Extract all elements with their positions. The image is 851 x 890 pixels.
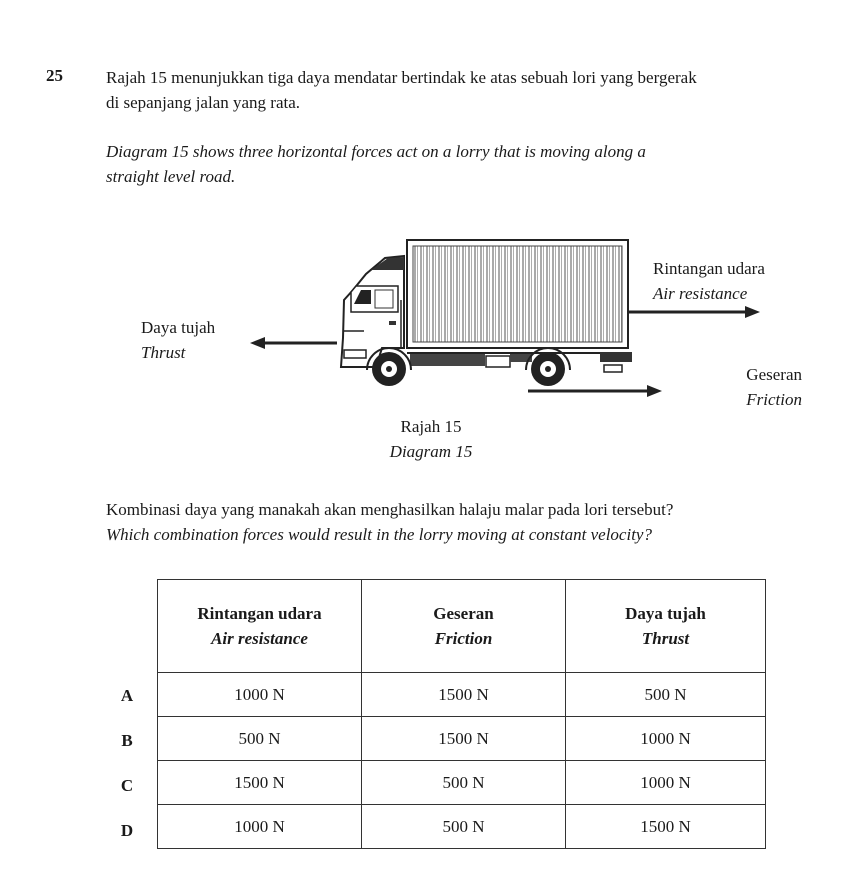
header-friction <box>362 580 566 673</box>
table-cell: 1500 N <box>362 717 566 761</box>
air-resistance-english: Air resistance <box>653 284 748 303</box>
table-cell: 1500 N <box>566 805 766 849</box>
thrust-malay: Daya tujah <box>141 318 216 337</box>
front-wheel <box>367 348 411 386</box>
friction-malay: Geseran <box>746 365 802 384</box>
header-english: Thrust <box>641 629 690 648</box>
question-malay-line2: di sepanjang jalan yang rata. <box>106 93 301 112</box>
rear-wheel <box>526 348 570 386</box>
question-english <box>106 139 816 189</box>
table-cell: 500 N <box>362 761 566 805</box>
header-air-resistance <box>158 580 362 673</box>
header-malay: Rintangan udara <box>197 604 322 623</box>
prompt-malay: Kombinasi daya yang manakah akan menghasilkan halaju malar pada lori tersebut? <box>106 500 674 519</box>
table-row <box>158 673 766 717</box>
table-cell: 500 N <box>158 717 362 761</box>
table-row <box>158 805 766 849</box>
question-english-line2: straight level road. <box>106 167 236 186</box>
option-label-d[interactable]: D <box>120 821 134 840</box>
thrust-english: Thrust <box>141 343 186 362</box>
lorry-container <box>407 240 628 353</box>
option-label-c[interactable]: C <box>120 776 134 795</box>
diagram-caption <box>331 414 531 464</box>
table-cell: 500 N <box>362 805 566 849</box>
friction-arrow <box>528 385 662 397</box>
option-label-b[interactable]: B <box>121 731 133 750</box>
table-row <box>158 717 766 761</box>
lorry-chassis <box>410 352 632 372</box>
header-thrust <box>566 580 766 673</box>
question-malay <box>106 65 816 115</box>
caption-malay: Rajah 15 <box>400 417 462 436</box>
answer-table <box>157 579 766 849</box>
table-cell: 1000 N <box>566 717 766 761</box>
thrust-arrow <box>250 337 337 349</box>
table-header-row <box>158 580 766 673</box>
caption-english: Diagram 15 <box>389 442 473 461</box>
table-cell: 500 N <box>566 673 766 717</box>
air-resistance-label <box>653 256 765 306</box>
header-malay: Geseran <box>433 604 494 623</box>
lorry-cab <box>341 256 404 367</box>
header-malay: Daya tujah <box>625 604 706 623</box>
header-english: Air resistance <box>211 629 308 648</box>
air-resistance-malay: Rintangan udara <box>653 259 765 278</box>
table-cell: 1000 N <box>566 761 766 805</box>
question-english-line1: Diagram 15 shows three horizontal forces act on a lorry that is moving along a <box>106 142 646 161</box>
table-row <box>158 761 766 805</box>
question-number: 25 <box>46 66 63 85</box>
air-resistance-arrow <box>628 306 760 318</box>
thrust-label <box>141 315 215 365</box>
header-english: Friction <box>434 629 493 648</box>
friction-label <box>700 362 802 412</box>
table-cell: 1000 N <box>158 673 362 717</box>
table-cell: 1500 N <box>158 761 362 805</box>
table-cell: 1000 N <box>158 805 362 849</box>
prompt-english: Which combination forces would result in the lorry moving at constant velocity? <box>106 525 652 544</box>
friction-english: Friction <box>746 390 802 409</box>
table-cell: 1500 N <box>362 673 566 717</box>
option-label-a[interactable]: A <box>120 686 134 705</box>
question-malay-line1: Rajah 15 menunjukkan tiga daya mendatar bertindak ke atas sebuah lori yang bergerak <box>106 68 697 87</box>
